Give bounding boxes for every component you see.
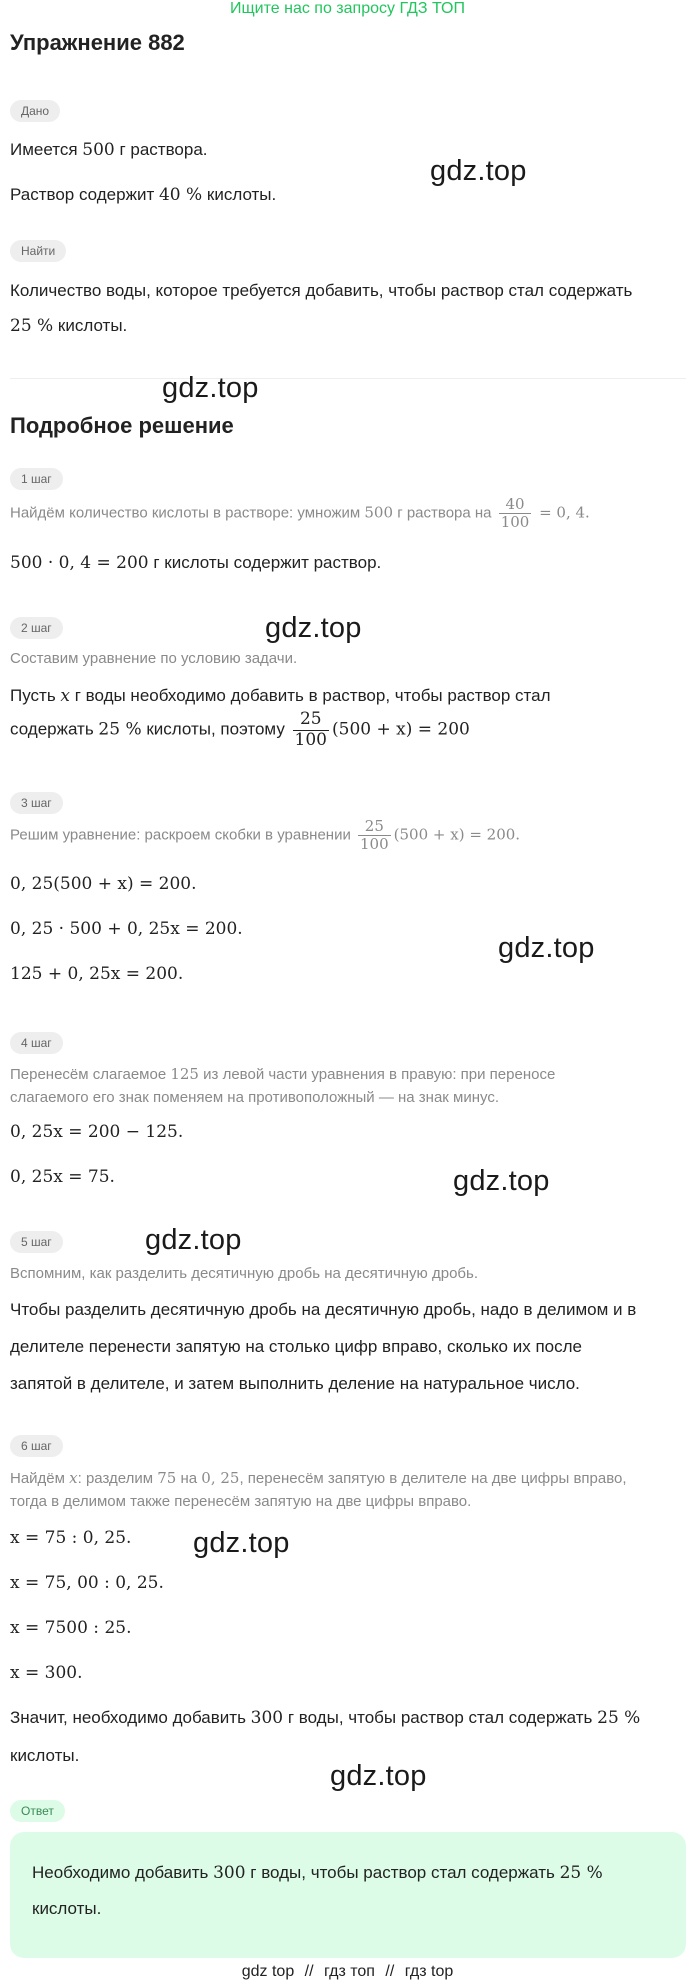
step-3-hint: Решим уравнение: раскроем скобки в уравнении $\frac{25}{100}$ (500 + x) = 200. — [10, 817, 521, 854]
step-5-badge: 5 шаг — [10, 1231, 63, 1253]
step-6-line-2: x = 75, 00 : 0, 25. — [10, 1573, 164, 1593]
page-title: Упражнение 882 — [10, 30, 185, 55]
given-line-1: Имеется 500 г раствора. — [10, 140, 208, 160]
footer-link-gdz-top-mixed[interactable]: гдз top — [404, 1963, 454, 1980]
answer-line-2: кислоты. — [32, 1899, 102, 1918]
watermark: gdz.top — [430, 155, 527, 187]
step-6-hint-2: тогда в делимом также перенесём запятую на две цифры вправо. — [10, 1493, 472, 1510]
answer-badge: Ответ — [10, 1800, 65, 1822]
footer-links — [0, 1963, 695, 1981]
step-6-line-4: x = 300. — [10, 1663, 83, 1683]
step-4-badge: 4 шаг — [10, 1032, 63, 1054]
find-line-1: Количество воды, которое требуется добавить, чтобы раствор стал содержать — [10, 281, 633, 300]
given-line-2: Раствор содержит 40 % кислоты. — [10, 185, 277, 205]
step-2-hint: Составим уравнение по условию задачи. — [10, 650, 298, 667]
watermark: gdz.top — [193, 1527, 290, 1559]
fraction: $\frac{25}{100}$ — [360, 817, 389, 854]
watermark: gdz.top — [265, 612, 362, 644]
top-banner[interactable]: Ищите нас по запросу ГДЗ ТОП — [230, 0, 465, 17]
step-1-badge: 1 шаг — [10, 468, 63, 490]
step-4-hint-1: Перенесём слагаемое 125 из левой части уравнения в правую: при переносе — [10, 1065, 556, 1083]
step-2-line-1: Пусть x г воды необходимо добавить в раствор, чтобы раствор стал — [10, 686, 551, 706]
step-3-line-2: 0, 25 · 500 + 0, 25x = 200. — [10, 919, 243, 939]
find-line-2: 25 % кислоты. — [10, 316, 128, 336]
step-3-line-1: 0, 25(500 + x) = 200. — [10, 874, 197, 894]
step-5-line-1: Чтобы разделить десятичную дробь на десятичную дробь, надо в делимом и в — [10, 1300, 637, 1319]
watermark: gdz.top — [145, 1224, 242, 1256]
footer-link-gdz-top-ru[interactable]: гдз топ — [324, 1963, 375, 1980]
step-4-line-1: 0, 25x = 200 − 125. — [10, 1122, 184, 1142]
step-6-line-1: x = 75 : 0, 25. — [10, 1528, 132, 1548]
footer-separator: // — [385, 1963, 395, 1980]
watermark: gdz.top — [453, 1165, 550, 1197]
step-4-hint-2: слагаемого его знак поменяем на противоположный — на знак минус. — [10, 1089, 500, 1106]
step-1-line: 500 · 0, 4 = 200 г кислоты содержит раствор. — [10, 553, 382, 573]
divider — [10, 378, 686, 379]
step-6-badge: 6 шаг — [10, 1435, 63, 1457]
step-6-hint-1: Найдём x: разделим 75 на 0, 25, перенесём запятую в делителе на две цифры вправо, — [10, 1469, 627, 1487]
step-5-line-2: делителе перенести запятую на столько цифр вправо, сколько их после — [10, 1337, 582, 1356]
given-badge: Дано — [10, 100, 60, 122]
watermark: gdz.top — [162, 372, 259, 404]
watermark: gdz.top — [330, 1760, 427, 1792]
solution-title: Подробное решение — [10, 413, 234, 438]
answer-line-1: Необходимо добавить 300 г воды, чтобы раствор стал содержать 25 % — [32, 1863, 603, 1883]
step-3-line-3: 125 + 0, 25x = 200. — [10, 964, 184, 984]
step-6-conclusion-2: кислоты. — [10, 1746, 80, 1765]
footer-link-gdz-top[interactable]: gdz top — [241, 1963, 295, 1980]
step-6-conclusion-1: Значит, необходимо добавить 300 г воды, чтобы раствор стал содержать 25 % — [10, 1708, 641, 1728]
step-1-hint: Найдём количество кислоты в растворе: умножим 500 г раствора на $\frac{40}{100}$ = 0, 4. — [10, 495, 590, 532]
watermark: gdz.top — [498, 932, 595, 964]
footer-separator: // — [304, 1963, 314, 1980]
step-5-line-3: запятой в делителе, и затем выполнить деление на натуральное число. — [10, 1374, 580, 1393]
answer-box — [10, 1832, 686, 1958]
step-2-badge: 2 шаг — [10, 617, 63, 639]
step-5-hint: Вспомним, как разделить десятичную дробь на десятичную дробь. — [10, 1265, 478, 1282]
step-6-line-3: x = 7500 : 25. — [10, 1618, 132, 1638]
fraction: $\frac{40}{100}$ — [500, 495, 530, 532]
find-badge: Найти — [10, 240, 66, 262]
step-4-line-2: 0, 25x = 75. — [10, 1167, 115, 1187]
fraction: $\frac{25}{100}$ — [294, 709, 327, 750]
step-2-line-2: содержать 25 % кислоты, поэтому $\frac{25}{100}$ (500 + x) = 200 — [10, 709, 470, 750]
step-3-badge: 3 шаг — [10, 792, 63, 814]
